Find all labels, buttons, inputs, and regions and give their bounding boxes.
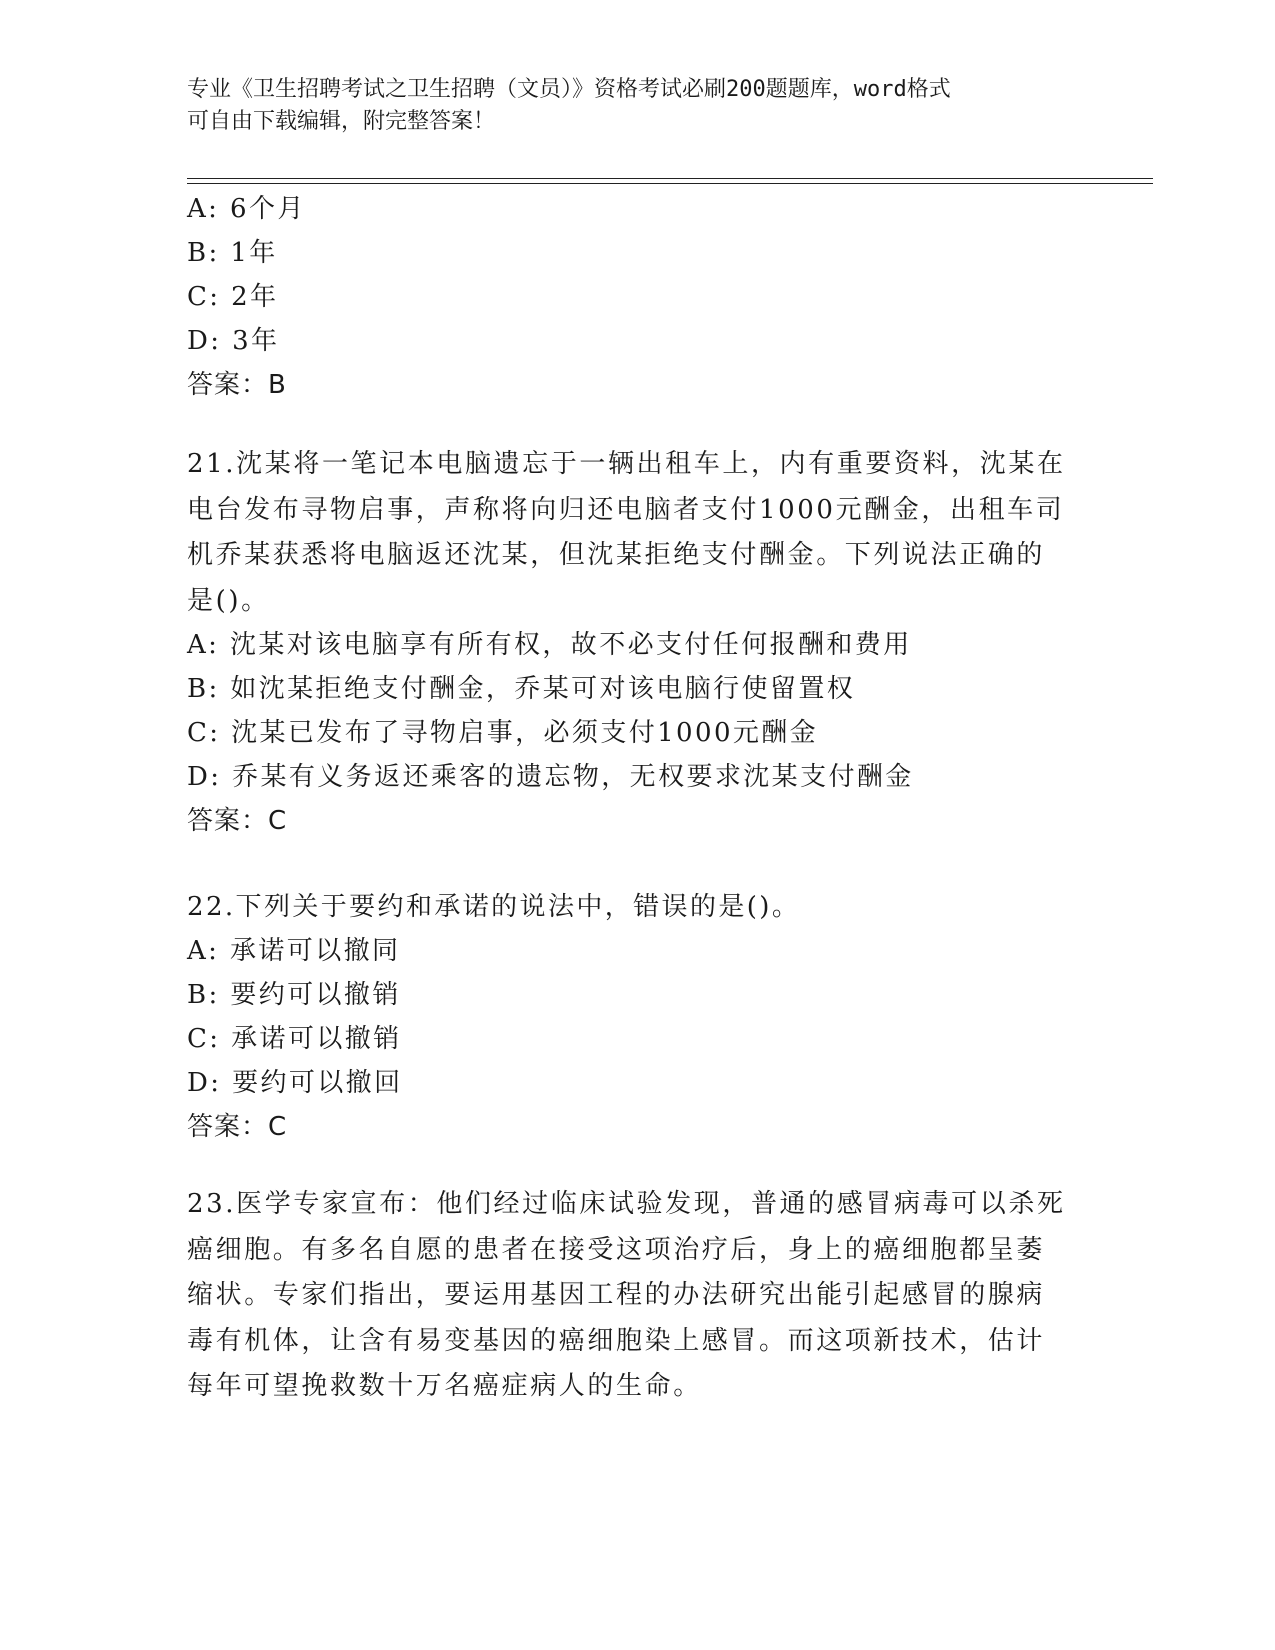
q22-option-b: B: 要约可以撤销 <box>187 980 401 1010</box>
q23-stem-line: 每年可望挽救数十万名癌症病人的生命。 <box>187 1371 702 1401</box>
q20-option-a: A: 6个月 <box>187 194 306 224</box>
q22-stem: 22.下列关于要约和承诺的说法中，错误的是()。 <box>187 892 801 922</box>
q20-answer: 答案：B <box>187 370 287 400</box>
q21-stem-line: 21.沈某将一笔记本电脑遗忘于一辆出租车上，内有重要资料，沈某在 <box>187 449 1066 479</box>
q21-option-b: B: 如沈某拒绝支付酬金，乔某可对该电脑行使留置权 <box>187 674 856 704</box>
q22-option-d: D: 要约可以撤回 <box>187 1068 403 1098</box>
q23-stem-line: 23.医学专家宣布：他们经过临床试验发现，普通的感冒病毒可以杀死 <box>187 1189 1066 1219</box>
header-line-2: 可自由下载编辑，附完整答案！ <box>187 109 496 134</box>
header-divider-top <box>187 178 1153 179</box>
document-header <box>187 74 1067 138</box>
q21-option-c: C: 沈某已发布了寻物启事，必须支付1000元酬金 <box>187 718 819 748</box>
q21-option-a: A: 沈某对该电脑享有所有权，故不必支付任何报酬和费用 <box>187 630 912 660</box>
q22-option-a: A: 承诺可以撤同 <box>187 936 401 966</box>
q23-stem-line: 毒有机体，让含有易变基因的癌细胞染上感冒。而这项新技术，估计 <box>187 1325 1046 1356</box>
q21-stem <box>187 442 1067 624</box>
q22-answer: 答案：C <box>187 1112 288 1142</box>
q21-option-d: D: 乔某有义务返还乘客的遗忘物，无权要求沈某支付酬金 <box>187 762 914 792</box>
q20-option-d: D: 3年 <box>187 326 280 356</box>
q20-option-c: C: 2年 <box>187 282 279 312</box>
q21-stem-line: 机乔某获悉将电脑返还沈某，但沈某拒绝支付酬金。下列说法正确的 <box>187 540 1046 570</box>
q22-option-c: C: 承诺可以撤销 <box>187 1024 402 1054</box>
header-divider-bottom <box>187 183 1153 184</box>
q21-stem-line: 是()。 <box>187 585 270 616</box>
q21-answer: 答案：C <box>187 806 288 836</box>
q21-stem-line: 电台发布寻物启事，声称将向归还电脑者支付1000元酬金，出租车司 <box>187 494 1065 525</box>
header-line-1: 专业《卫生招聘考试之卫生招聘（文员）》资格考试必刷200题题库，word格式 <box>187 77 951 102</box>
q23-stem-line: 癌细胞。有多名自愿的患者在接受这项治疗后，身上的癌细胞都呈萎 <box>187 1234 1046 1265</box>
q23-stem-line: 缩状。专家们指出，要运用基因工程的办法研究出能引起感冒的腺病 <box>187 1280 1046 1310</box>
q20-option-b: B: 1年 <box>187 238 278 268</box>
q23-stem <box>187 1182 1067 1410</box>
